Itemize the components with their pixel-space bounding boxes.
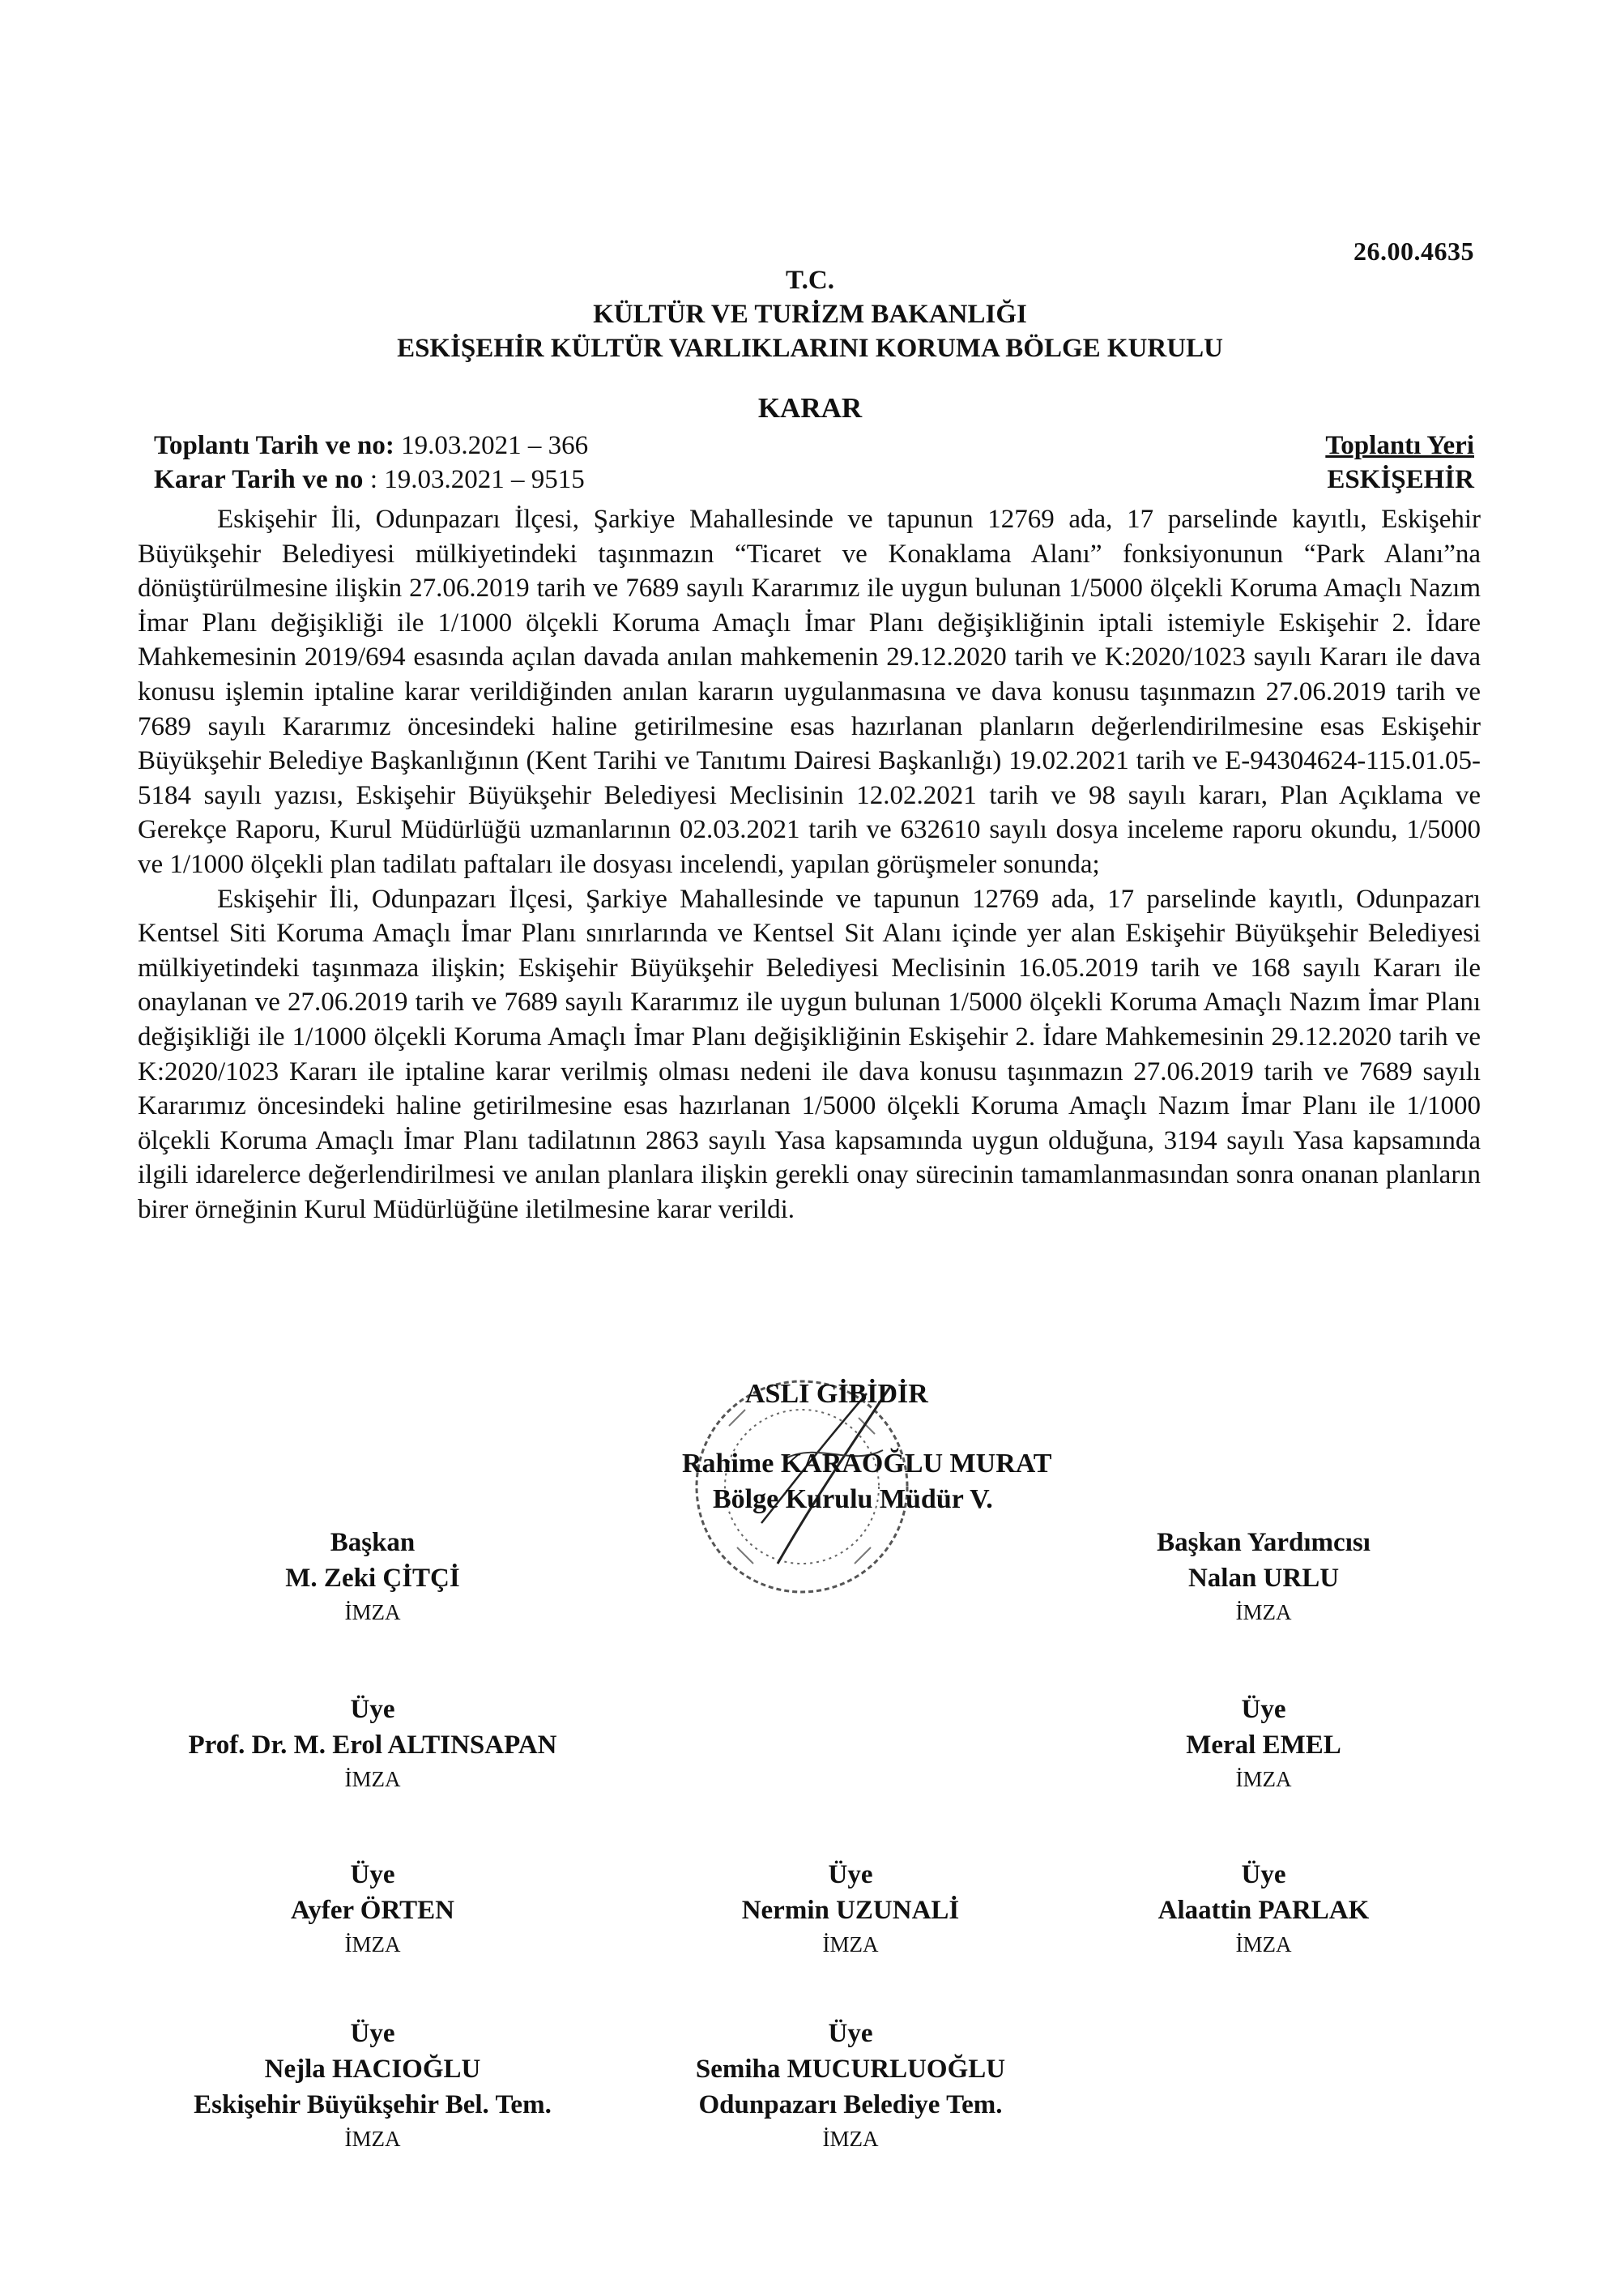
certifier-title: Bölge Kurulu Müdür V. bbox=[713, 1484, 993, 1514]
signature-mark: İMZA bbox=[344, 1767, 401, 1791]
signatory-role: Başkan bbox=[330, 1528, 416, 1557]
meeting-info bbox=[154, 431, 588, 461]
header-board: ESKİŞEHİR KÜLTÜR VARLIKLARINI KORUMA BÖLGE KURULU bbox=[397, 334, 1223, 363]
paragraph-decision: Eskişehir İli, Odunpazarı İlçesi, Şarkiye Mahallesinde ve tapunun 12769 ada, 17 parselinde kayıtlı, Odunpazarı Kentsel Siti Koruma Amaçlı İmar Planı sınırlarında ve Kentsel Sit Alanı içinde yer alan Eskişehir Büyükşehir Belediyesi mülkiyetindeki taşınmaza ilişkin; Eskişehir Büyükşehir Belediyesi Meclisinin 16.05.2019 tarih ve 168 sayılı Kararı ile onaylanan ve 27.06.2019 tarih ve 7689 sayılı Kararımız ile uygun bulunan 1/5000 ölçekli Koruma Amaçlı Nazım İmar Planı değişikliği ile 1/1000 ölçekli Koruma Amaçlı İmar Planı değişikliğinin Eskişehir 2. İdare Mahkemesinin 29.12.2020 tarih ve K:2020/1023 Kararı ile iptaline karar verilmiş olması nedeni ile dava konusu taşınmazın 27.06.2019 tarih ve 7689 sayılı Kararımız öncesindeki haline getirilmesine esas hazırlanan 1/5000 ölçekli Koruma Amaçlı Nazım İmar Planı ile 1/1000 ölçekli Koruma Amaçlı İmar Planı tadilatının 2863 sayılı Yasa kapsamında uygun olduğuna, 3194 sayılı Yasa kapsamında ilgili idarelerce değerlendirilmesi ve anılan planlara ilişkin gerekli onay sürecinin tamamlanmasından sonra onanan planların birer örneğinin Kurul Müdürlüğüne iletilmesine karar verildi. bbox=[138, 884, 1481, 1224]
decision-label: Karar Tarih ve no bbox=[154, 465, 364, 494]
signatory-role: Üye bbox=[350, 2019, 395, 2048]
signatory-role: Başkan Yardımcısı bbox=[1157, 1528, 1371, 1557]
signature-mark: İMZA bbox=[344, 1932, 401, 1957]
meeting-place-label: Toplantı Yeri bbox=[1325, 431, 1474, 460]
signature-mark: İMZA bbox=[1235, 1600, 1292, 1624]
signature-mark: İMZA bbox=[1235, 1932, 1292, 1957]
signature-mark: İMZA bbox=[822, 1932, 879, 1957]
document-title: KARAR bbox=[757, 392, 863, 424]
signatory-vice-chairman bbox=[1013, 1525, 1515, 1628]
certified-copy-stamp: ASLI GİBİDİR bbox=[745, 1379, 928, 1409]
signatory-chairman bbox=[122, 1525, 624, 1628]
signatory-member bbox=[122, 2016, 624, 2155]
signatory-role: Üye bbox=[1241, 1695, 1286, 1724]
signature-mark: İMZA bbox=[1235, 1767, 1292, 1791]
signatory-role: Üye bbox=[828, 1860, 873, 1889]
signatory-member bbox=[122, 1692, 624, 1795]
meeting-value: 19.03.2021 – 366 bbox=[394, 431, 589, 460]
signatory-name: Semiha MUCURLUOĞLU bbox=[695, 2055, 1006, 2084]
signatory-role: Üye bbox=[350, 1860, 395, 1889]
signatory-role: Üye bbox=[828, 2019, 873, 2048]
signatory-representation: Eskişehir Büyükşehir Bel. Tem. bbox=[194, 2090, 552, 2119]
signatory-name: Nalan URLU bbox=[1187, 1564, 1340, 1593]
signatory-member bbox=[122, 1857, 624, 1961]
signatory-representation: Odunpazarı Belediye Tem. bbox=[698, 2090, 1003, 2119]
signatory-member bbox=[1013, 1857, 1515, 1961]
signatory-name: Nejla HACIOĞLU bbox=[264, 2055, 481, 2084]
header-republic: T.C. bbox=[786, 266, 834, 295]
paragraph-background: Eskişehir İli, Odunpazarı İlçesi, Şarkiye Mahallesinde ve tapunun 12769 ada, 17 parselinde kayıtlı, Eskişehir Büyükşehir Belediyesi mülkiyetindeki taşınmazın “Ticaret ve Konaklama Alanı” fonksiyonunun “Park Alanı”na dönüştürülmesine ilişkin 27.06.2019 tarih ve 7689 sayılı Kararımız ile uygun bulunan 1/5000 ölçekli Koruma Amaçlı Nazım İmar Planı değişikliği ile 1/1000 ölçekli Koruma Amaçlı İmar Planı değişikliğinin iptali istemiyle Eskişehir 2. İdare Mahkemesinin 2019/694 esasında açılan davada anılan mahkemenin 29.12.2020 tarih ve K:2020/1023 sayılı Kararı ile dava konusu işlemin iptaline karar verildiğinden anılan kararın uygulanmasına ve dava konusu taşınmazın 27.06.2019 tarih ve 7689 sayılı Kararımız öncesindeki haline getirilmesine esas hazırlanan planların değerlendirilmesine esas Eskişehir Büyükşehir Belediye Başkanlığının (Kent Tarihi ve Tanıtımı Dairesi Başkanlığı) 19.02.2021 tarih ve E-94304624-115.01.05-5184 sayılı yazısı, Eskişehir Büyükşehir Belediyesi Meclisinin 12.02.2021 tarih ve 98 sayılı kararı, Plan Açıklama ve Gerekçe Raporu, Kurul Müdürlüğü uzmanlarının 02.03.2021 tarih ve 632610 sayılı dosya inceleme raporu okundu, 1/5000 ve 1/1000 ölçekli plan tadilatı paftaları ile dosyası incelendi, yapılan görüşmeler sonunda; bbox=[138, 505, 1481, 879]
signatory-name: Prof. Dr. M. Erol ALTINSAPAN bbox=[188, 1731, 557, 1760]
meeting-label: Toplantı Tarih ve no: bbox=[154, 431, 394, 460]
signature-mark: İMZA bbox=[344, 2127, 401, 2151]
signatory-role: Üye bbox=[350, 1695, 395, 1724]
decision-value: : 19.03.2021 – 9515 bbox=[363, 465, 585, 494]
certifier-name: Rahime KARAOĞLU MURAT bbox=[682, 1449, 1052, 1479]
signatory-name: Alaattin PARLAK bbox=[1157, 1896, 1370, 1925]
signatory-member bbox=[1013, 1692, 1515, 1795]
header-ministry: KÜLTÜR VE TURİZM BAKANLIĞI bbox=[593, 300, 1027, 329]
signatory-member bbox=[599, 2016, 1102, 2155]
reference-number: 26.00.4635 bbox=[1354, 237, 1474, 266]
signatory-role: Üye bbox=[1241, 1860, 1286, 1889]
signature-mark: İMZA bbox=[822, 2127, 879, 2151]
signature-mark: İMZA bbox=[344, 1600, 401, 1624]
signatory-name: Ayfer ÖRTEN bbox=[290, 1896, 454, 1925]
decision-body bbox=[138, 502, 1481, 1227]
signatory-name: Nermin UZUNALİ bbox=[741, 1896, 960, 1925]
decision-info bbox=[154, 465, 585, 495]
signatory-name: M. Zeki ÇİTÇİ bbox=[285, 1564, 460, 1593]
signatory-name: Meral EMEL bbox=[1186, 1731, 1341, 1760]
meeting-place: ESKİŞEHİR bbox=[1327, 465, 1474, 494]
